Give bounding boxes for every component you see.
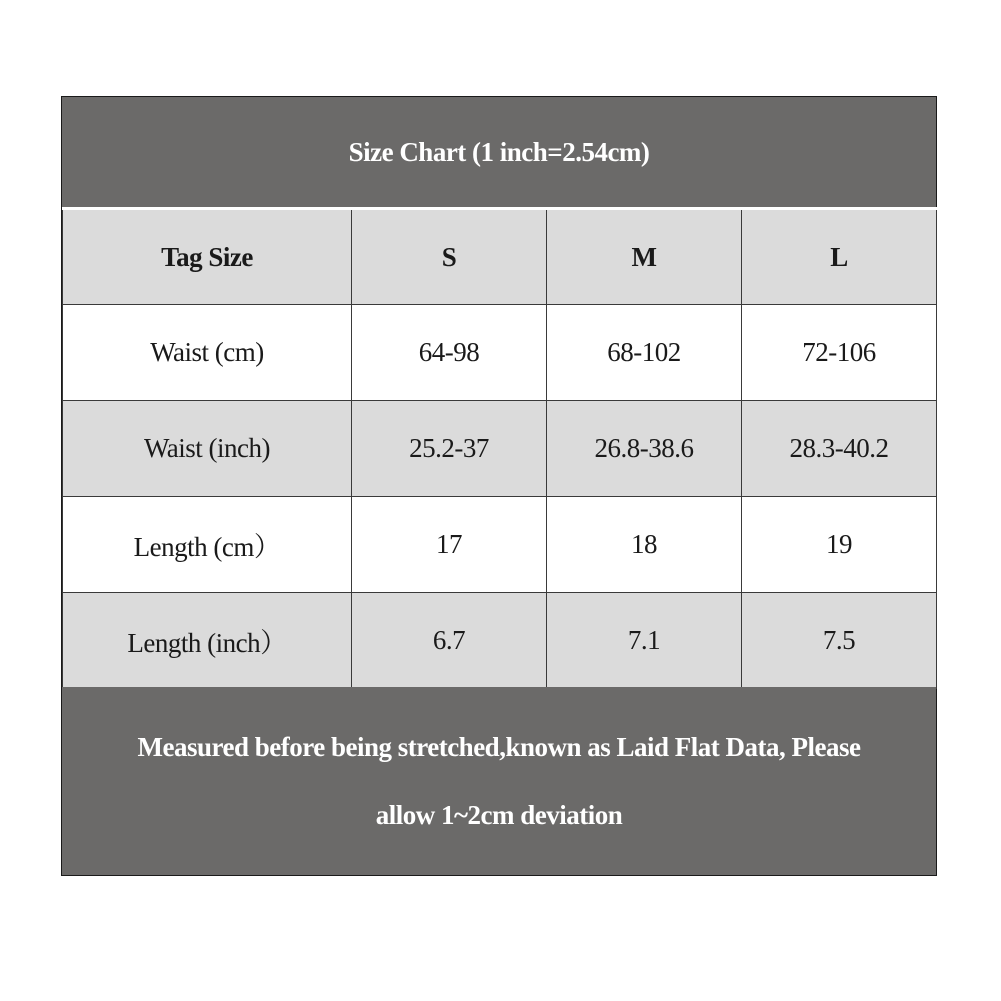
- header-cell-s: S: [352, 209, 547, 305]
- row-label: Waist (cm): [63, 305, 352, 401]
- footer-line-1: Measured before being stretched,known as Laid Flat Data, Please: [137, 732, 861, 762]
- table-row: [63, 593, 937, 689]
- table-row: [63, 305, 937, 401]
- table-cell: 25.2-37: [352, 401, 547, 497]
- row-label: Length (inch）: [63, 593, 352, 689]
- table-cell: 72-106: [742, 305, 937, 401]
- header-cell-l: L: [742, 209, 937, 305]
- table-cell: 26.8-38.6: [547, 401, 742, 497]
- size-table: [62, 207, 937, 689]
- table-row: [63, 401, 937, 497]
- table-cell: 28.3-40.2: [742, 401, 937, 497]
- table-cell: 68-102: [547, 305, 742, 401]
- table-cell: 18: [547, 497, 742, 593]
- chart-title: Size Chart (1 inch=2.54cm): [62, 97, 936, 207]
- chart-footer-note: [62, 687, 936, 875]
- size-chart: [61, 96, 937, 876]
- row-label: Waist (inch): [63, 401, 352, 497]
- header-cell-m: M: [547, 209, 742, 305]
- table-cell: 7.1: [547, 593, 742, 689]
- table-cell: 64-98: [352, 305, 547, 401]
- header-cell-tag-size: Tag Size: [63, 209, 352, 305]
- footer-line-2: allow 1~2cm deviation: [375, 800, 623, 830]
- table-cell: 7.5: [742, 593, 937, 689]
- table-cell: 6.7: [352, 593, 547, 689]
- table-cell: 17: [352, 497, 547, 593]
- table-header-row: [63, 209, 937, 305]
- table-cell: 19: [742, 497, 937, 593]
- table-row: [63, 497, 937, 593]
- row-label: Length (cm）: [63, 497, 352, 593]
